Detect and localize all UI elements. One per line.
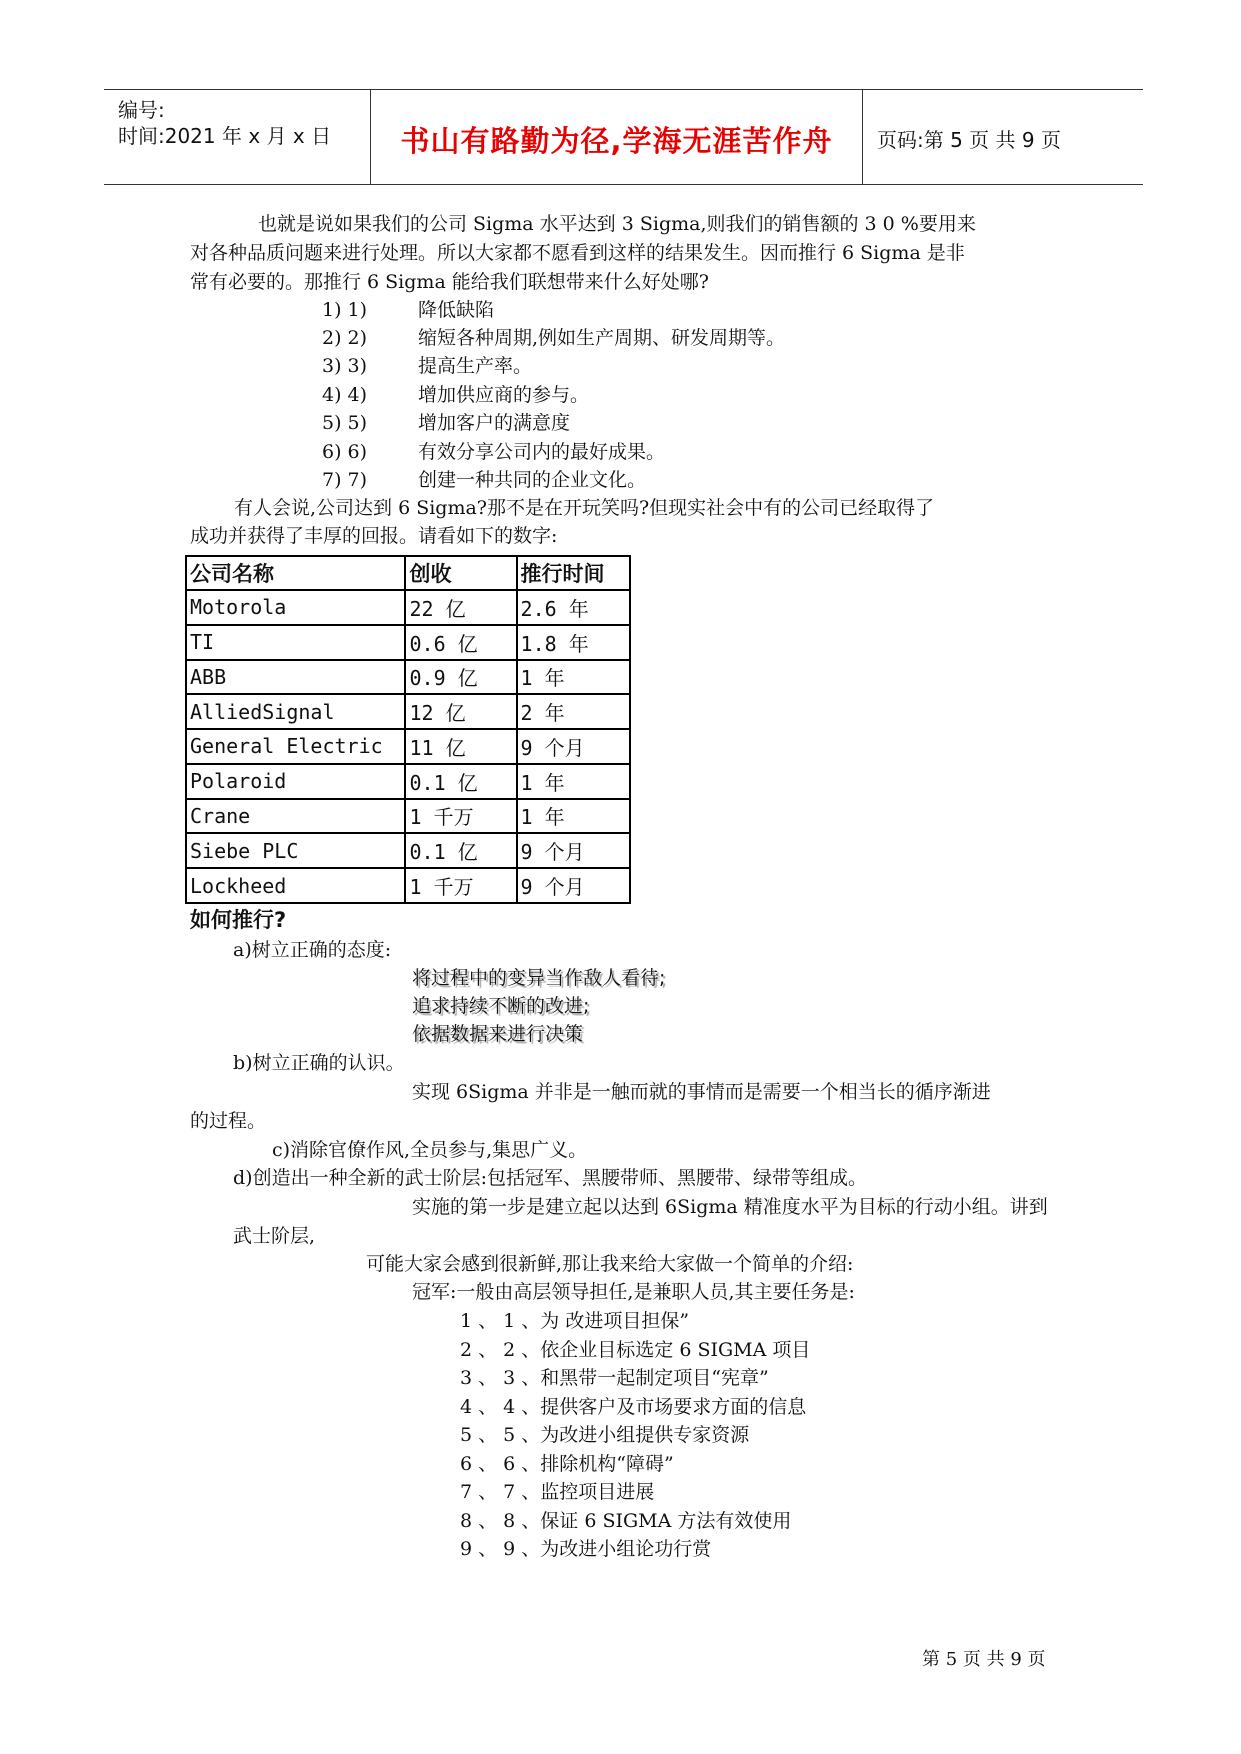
understanding-line-1: 实现 6Sigma 并非是一触而就的事情而是需要一个相当长的循序渐进 xyxy=(412,1081,991,1103)
warrior-line-3: 武士阶层, xyxy=(233,1225,316,1247)
table-cell: 0.9 亿 xyxy=(405,660,516,695)
list-item-number: 5) 5) xyxy=(322,412,368,434)
table-cell: 1 年 xyxy=(517,660,630,695)
warrior-line-2: 实施的第一步是建立起以达到 6Sigma 精准度水平为目标的行动小组。讲到 xyxy=(412,1196,1048,1218)
list-item-number: 6) 6) xyxy=(322,441,368,463)
header-page-number: 页码:第 5 页 共 9 页 xyxy=(877,128,1061,152)
list-item: 降低缺陷 xyxy=(418,299,495,321)
list-item: 7 、 7 、监控项目进展 xyxy=(460,1481,655,1503)
header-motto-cell xyxy=(371,90,863,184)
warrior-line-1: d)创造出一种全新的武士阶层:包括冠军、黑腰带师、黑腰带、绿带等组成。 xyxy=(233,1167,867,1189)
column-header: 公司名称 xyxy=(186,556,405,590)
table-cell: 12 亿 xyxy=(405,694,516,729)
list-item-number: 4) 4) xyxy=(322,384,368,406)
attitude-item: 将过程中的变异当作敌人看待; xyxy=(412,967,666,989)
table-row xyxy=(186,868,630,903)
table-row xyxy=(186,660,630,695)
table-cell: 2.6 年 xyxy=(517,590,630,625)
table-header-row xyxy=(186,556,630,590)
table-row xyxy=(186,694,630,729)
list-item-number: 3) 3) xyxy=(322,355,368,377)
table-cell: 0.6 亿 xyxy=(405,625,516,660)
champion-line: 冠军:一般由高层领导担任,是兼职人员,其主要任务是: xyxy=(412,1281,855,1303)
list-item: 4 、 4 、提供客户及市场要求方面的信息 xyxy=(460,1396,807,1418)
company-table xyxy=(185,555,631,904)
understanding-heading: b)树立正确的认识。 xyxy=(233,1052,405,1074)
table-cell: 22 亿 xyxy=(405,590,516,625)
list-item: 缩短各种周期,例如生产周期、研发周期等。 xyxy=(418,327,786,349)
page-header xyxy=(104,89,1143,185)
attitude-item: 依据数据来进行决策 xyxy=(412,1023,584,1045)
table-cell: AlliedSignal xyxy=(186,694,405,729)
table-cell: Polaroid xyxy=(186,764,405,799)
list-item: 6 、 6 、排除机构“障碍” xyxy=(460,1453,674,1475)
para2-line-1: 有人会说,公司达到 6 Sigma?那不是在开玩笑吗?但现实社会中有的公司已经取得了 xyxy=(234,497,935,519)
list-item: 8 、 8 、保证 6 SIGMA 方法有效使用 xyxy=(460,1510,792,1532)
list-item-number: 7) 7) xyxy=(322,469,368,491)
table-row xyxy=(186,764,630,799)
table-row xyxy=(186,833,630,868)
table-cell: 9 个月 xyxy=(517,833,630,868)
header-motto: 书山有路勤为径,学海无涯苦作舟 xyxy=(400,124,833,158)
table-row xyxy=(186,590,630,625)
list-item: 5 、 5 、为改进小组提供专家资源 xyxy=(460,1424,750,1446)
table-cell: 1.8 年 xyxy=(517,625,630,660)
para2-line-2: 成功并获得了丰厚的回报。请看如下的数字: xyxy=(190,525,558,547)
list-item: 增加供应商的参与。 xyxy=(418,384,590,406)
section-heading: 如何推行? xyxy=(190,908,287,932)
column-header: 创收 xyxy=(405,556,516,590)
header-page-cell xyxy=(863,90,1143,184)
list-item: 提高生产率。 xyxy=(418,355,533,377)
list-item-number: 2) 2) xyxy=(322,327,368,349)
list-item: 9 、 9 、为改进小组论功行赏 xyxy=(460,1538,712,1560)
table-cell: Motorola xyxy=(186,590,405,625)
warrior-line-4: 可能大家会感到很新鲜,那让我来给大家做一个简单的介绍: xyxy=(366,1253,854,1275)
table-cell: Siebe PLC xyxy=(186,833,405,868)
table-cell: 0.1 亿 xyxy=(405,764,516,799)
table-cell: Lockheed xyxy=(186,868,405,903)
table-cell: 11 亿 xyxy=(405,729,516,764)
table-cell: 9 个月 xyxy=(517,868,630,903)
bureaucracy-line: c)消除官僚作风,全员参与,集思广义。 xyxy=(272,1139,588,1161)
table-cell: 9 个月 xyxy=(517,729,630,764)
attitude-item: 追求持续不断的改进; xyxy=(412,995,590,1017)
header-time: 时间:2021 年 x 月 x 日 xyxy=(118,124,332,148)
table-row xyxy=(186,625,630,660)
header-number: 编号: xyxy=(118,98,165,122)
understanding-line-2: 的过程。 xyxy=(190,1110,267,1132)
table-row xyxy=(186,729,630,764)
table-cell: 0.1 亿 xyxy=(405,833,516,868)
table-cell: General Electric xyxy=(186,729,405,764)
table-cell: 1 年 xyxy=(517,799,630,834)
list-item-number: 1) 1) xyxy=(322,299,368,321)
column-header: 推行时间 xyxy=(517,556,630,590)
intro-line-2: 对各种品质问题来进行处理。所以大家都不愿看到这样的结果发生。因而推行 6 Sigma 是非 xyxy=(190,242,965,264)
table-cell: TI xyxy=(186,625,405,660)
table-cell: 1 千万 xyxy=(405,799,516,834)
intro-line-1: 也就是说如果我们的公司 Sigma 水平达到 3 Sigma,则我们的销售额的 3 0 %要用来 xyxy=(258,213,976,235)
list-item: 2 、 2 、依企业目标选定 6 SIGMA 项目 xyxy=(460,1339,811,1361)
list-item: 1 、 1 、为 改进项目担保” xyxy=(460,1310,690,1332)
intro-line-3: 常有必要的。那推行 6 Sigma 能给我们联想带来什么好处哪? xyxy=(190,271,709,293)
page-footer: 第 5 页 共 9 页 xyxy=(922,1649,1046,1670)
list-item: 3 、 3 、和黑带一起制定项目“宪章” xyxy=(460,1367,769,1389)
list-item: 有效分享公司内的最好成果。 xyxy=(418,441,666,463)
list-item: 增加客户的满意度 xyxy=(418,412,571,434)
table-row xyxy=(186,799,630,834)
table-cell: 1 年 xyxy=(517,764,630,799)
table-cell: 1 千万 xyxy=(405,868,516,903)
list-item: 创建一种共同的企业文化。 xyxy=(418,469,647,491)
table-cell: ABB xyxy=(186,660,405,695)
attitude-heading: a)树立正确的态度: xyxy=(233,939,392,961)
table-cell: 2 年 xyxy=(517,694,630,729)
table-cell: Crane xyxy=(186,799,405,834)
header-info-cell xyxy=(104,90,371,184)
